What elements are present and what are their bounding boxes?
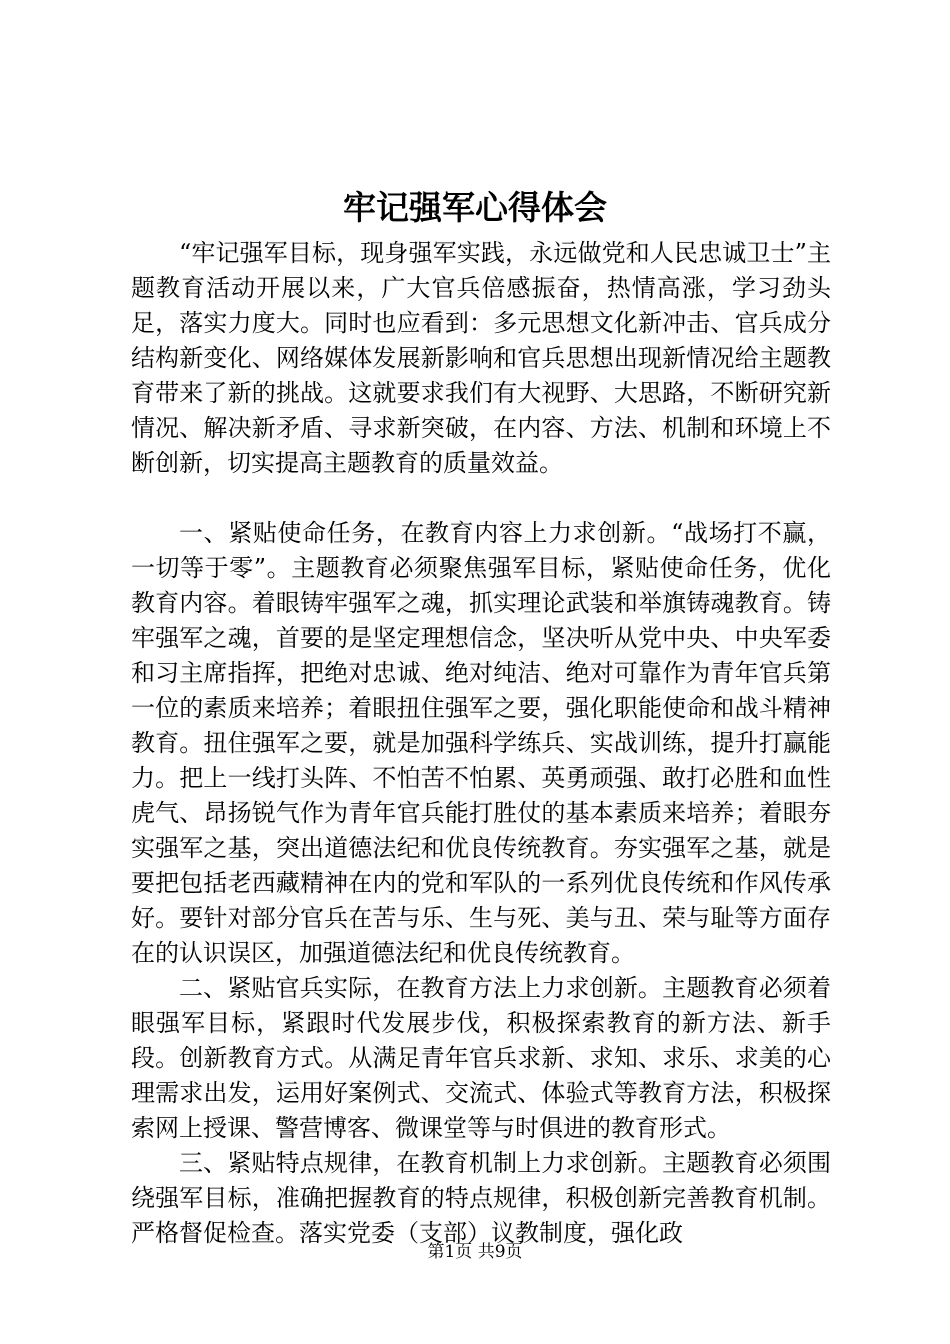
paragraph-section-1: 一、紧贴使命任务，在教育内容上力求创新。“战场打不赢，一切等于零”。主题教育必须聚焦强军目标，紧贴使命任务，优化教育内容。着眼铸牢强军之魂，抓实理论武装和举旗铸魂教育。铸牢强军之魂，首要的是坚定理想信念，坚决听从党中央、中央军委和习主席指挥，把绝对忠诚、绝对纯洁、绝对可靠作为青年官兵第一位的素质来培养；着眼扭住强军之要，强化职能使命和战斗精神教育。扭住强军之要，就是加强科学练兵、实战训练，提升打赢能力。把上一线打头阵、不怕苦不怕累、英勇顽强、敢打必胜和血性虎气、昂扬锐气作为青年官兵能打胜仗的基本素质来培养；着眼夯实强军之基，突出道德法纪和优良传统教育。夯实强军之基，就是要把包括老西藏精神在内的党和军队的一系列优良传统和作风传承好。要针对部分官兵在苦与乐、生与死、美与丑、荣与耻等方面存在的认识误区，加强道德法纪和优良传统教育。 — [131, 519, 831, 967]
page-number-footer: 第1页 共9页 — [427, 1242, 523, 1262]
document-title: 牢记强军心得体会 — [343, 188, 607, 227]
document-body — [131, 236, 831, 1251]
paragraph-intro: “牢记强军目标，现身强军实践，永远做党和人民忠诚卫士”主题教育活动开展以来，广大官兵倍感振奋，热情高涨，学习劲头足，落实力度大。同时也应看到：多元思想文化新冲击、官兵成分结构新变化、网络媒体发展新影响和官兵思想出现新情况给主题教育带来了新的挑战。这就要求我们有大视野、大思路，不断研究新情况、解决新矛盾、寻求新突破，在内容、方法、机制和环境上不断创新，切实提高主题教育的质量效益。 — [131, 239, 831, 477]
paragraph-section-2: 二、紧贴官兵实际，在教育方法上力求创新。主题教育必须着眼强军目标，紧跟时代发展步伐，积极探索教育的新方法、新手段。创新教育方式。从满足青年官兵求新、求知、求乐、求美的心理需求出发，运用好案例式、交流式、体验式等教育方法，积极探索网上授课、警营博客、微课堂等与时俱进的教育形式。 — [131, 974, 831, 1142]
paragraph-section-3: 三、紧贴特点规律，在教育机制上力求创新。主题教育必须围绕强军目标，准确把握教育的特点规律，积极创新完善教育机制。严格督促检查。落实党委（支部）议教制度，强化政 — [131, 1149, 831, 1247]
